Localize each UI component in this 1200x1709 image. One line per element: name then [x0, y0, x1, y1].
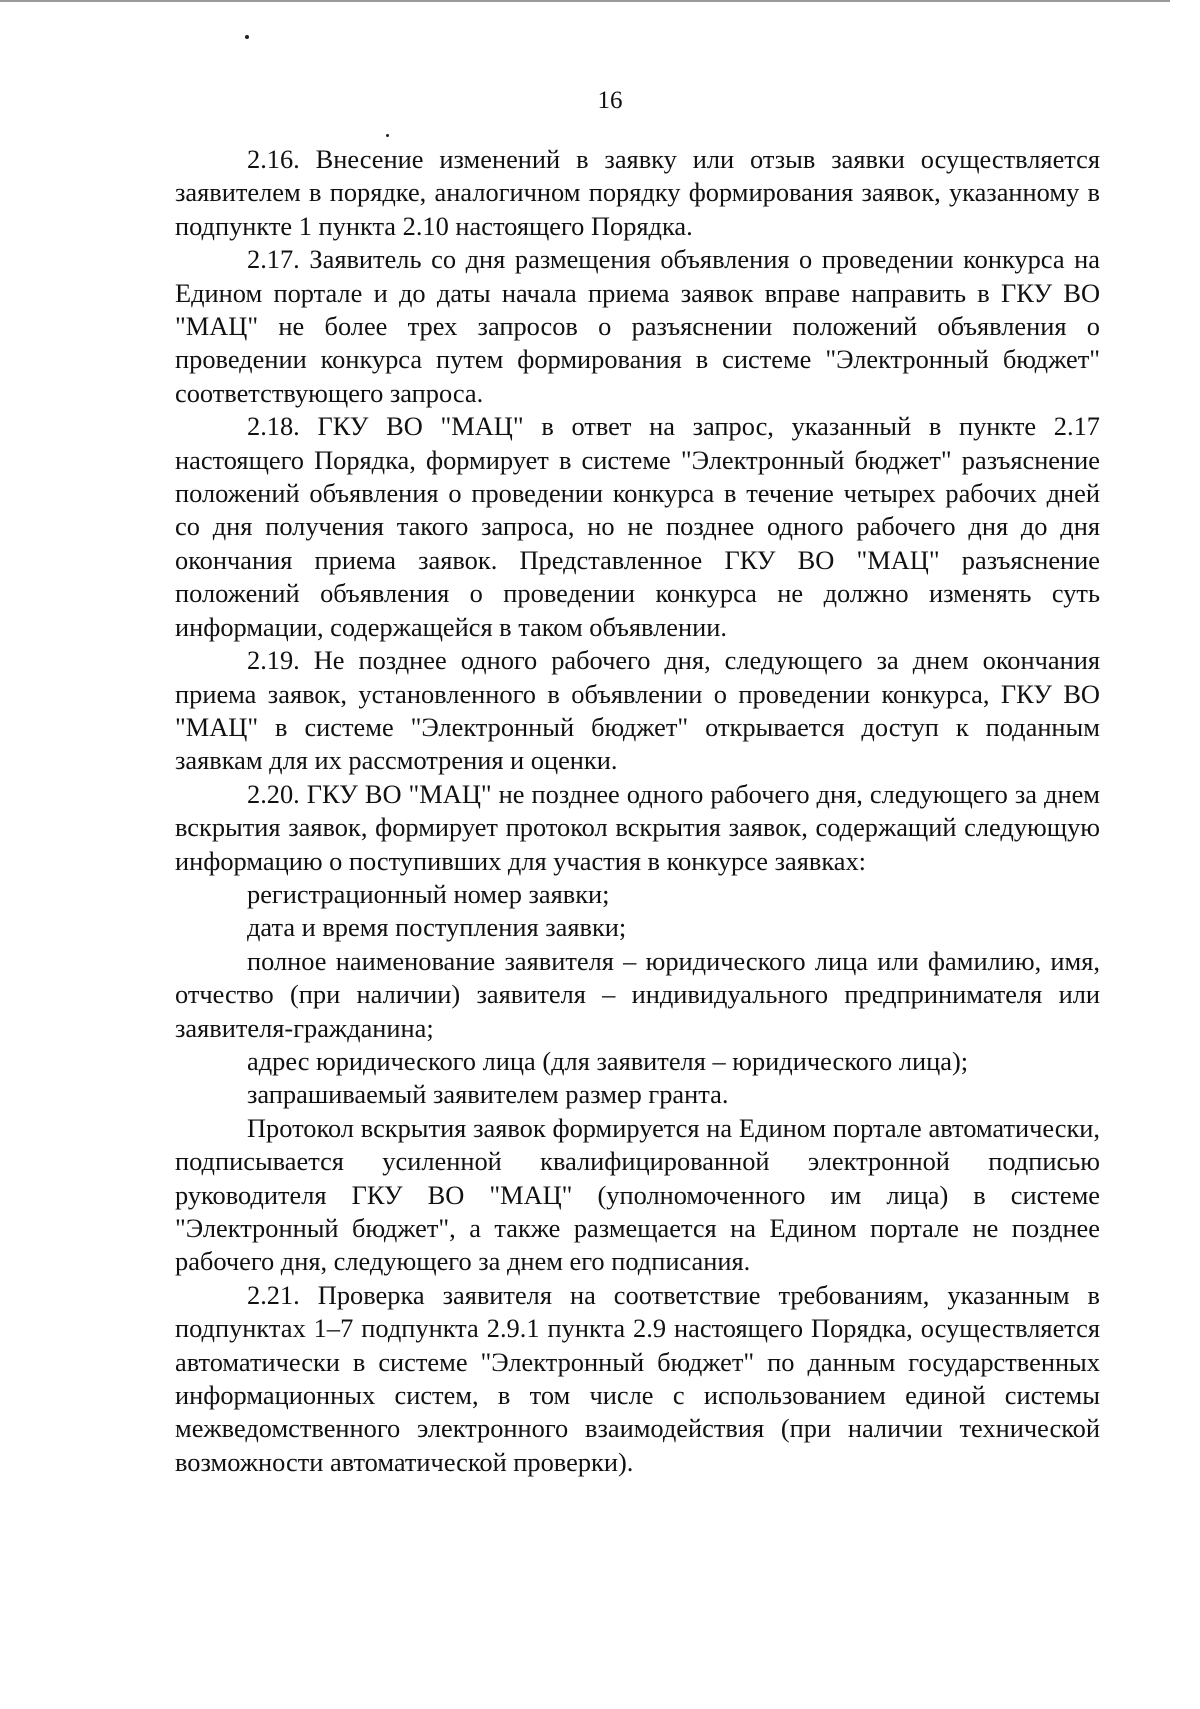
paragraph-2-21: 2.21. Проверка заявителя на соответствие требованиям, указанным в подпунктах 1–7 подпункта 2.9.1 пункта 2.9 настоящего Порядка, осуществляется автоматически в системе "Электронный бюджет" по данным государственных информационных систем, в том числе с использованием единой системы межведомственного электронного взаимодействия (при наличии технической возможности автоматической проверки).: [175, 1279, 1100, 1477]
scan-speck: [245, 35, 249, 39]
list-item-applicant-name: полное наименование заявителя – юридического лица или фамилию, имя, отчество (при наличии) заявителя – индивидуального предпринимателя или заявителя-гражданина;: [175, 945, 1100, 1043]
scan-top-edge: [0, 0, 1170, 2]
paragraph-2-19: 2.19. Не позднее одного рабочего дня, следующего за днем окончания приема заявок, установленного в объявлении о проведении конкурса, ГКУ ВО "МАЦ" в системе "Электронный бюджет" открывается доступ к поданным заявкам для их рассмотрения и оценки.: [175, 645, 1100, 776]
document-body: [175, 143, 1100, 1479]
paragraph-2-18: 2.18. ГКУ ВО "МАЦ" в ответ на запрос, указанный в пункте 2.17 настоящего Порядка, формирует в системе "Электронный бюджет" разъяснение положений объявления о проведении конкурса в течение четырех рабочих дней со дня получения такого запроса, но не позднее одного рабочего дня до дня окончания приема заявок. Представленное ГКУ ВО "МАЦ" разъяснение положений объявления о проведении конкурса не должно изменять суть информации, содержащейся в таком объявлении.: [175, 411, 1100, 642]
paragraph-protocol: Протокол вскрытия заявок формируется на Едином портале автоматически, подписывается усиленной квалифицированной электронной подписью руководителя ГКУ ВО "МАЦ" (уполномоченного им лица) в системе "Электронный бюджет", а также размещается на Едином портале не позднее рабочего дня, следующего за днем его подписания.: [175, 1112, 1100, 1277]
scan-speck: [386, 134, 389, 137]
paragraph-2-17: 2.17. Заявитель со дня размещения объявления о проведении конкурса на Едином портале и до даты начала приема заявок вправе направить в ГКУ ВО "МАЦ" не более трех запросов о разъяснении положений объявления о проведении конкурса путем формирования в системе "Электронный бюджет" соответствующего запроса.: [175, 244, 1100, 408]
list-item-receipt-datetime: дата и время поступления заявки;: [247, 912, 627, 943]
paragraph-2-16: 2.16. Внесение изменений в заявку или отзыв заявки осуществляется заявителем в порядке, аналогичном порядку формирования заявок, указанному в подпункте 1 пункта 2.10 настоящего Порядка.: [175, 144, 1100, 241]
list-item-grant-amount: запрашиваемый заявителем размер гранта.: [247, 1079, 729, 1110]
paragraph-2-20: 2.20. ГКУ ВО "МАЦ" не позднее одного рабочего дня, следующего за днем вскрытия заявок, формирует протокол вскрытия заявок, содержащий следующую информацию о поступивших для участия в конкурсе заявках:: [175, 778, 1100, 876]
page-number: 16: [597, 87, 623, 114]
list-item-legal-address: адрес юридического лица (для заявителя – юридического лица);: [247, 1045, 969, 1076]
list-item-registration-number: регистрационный номер заявки;: [247, 878, 610, 909]
